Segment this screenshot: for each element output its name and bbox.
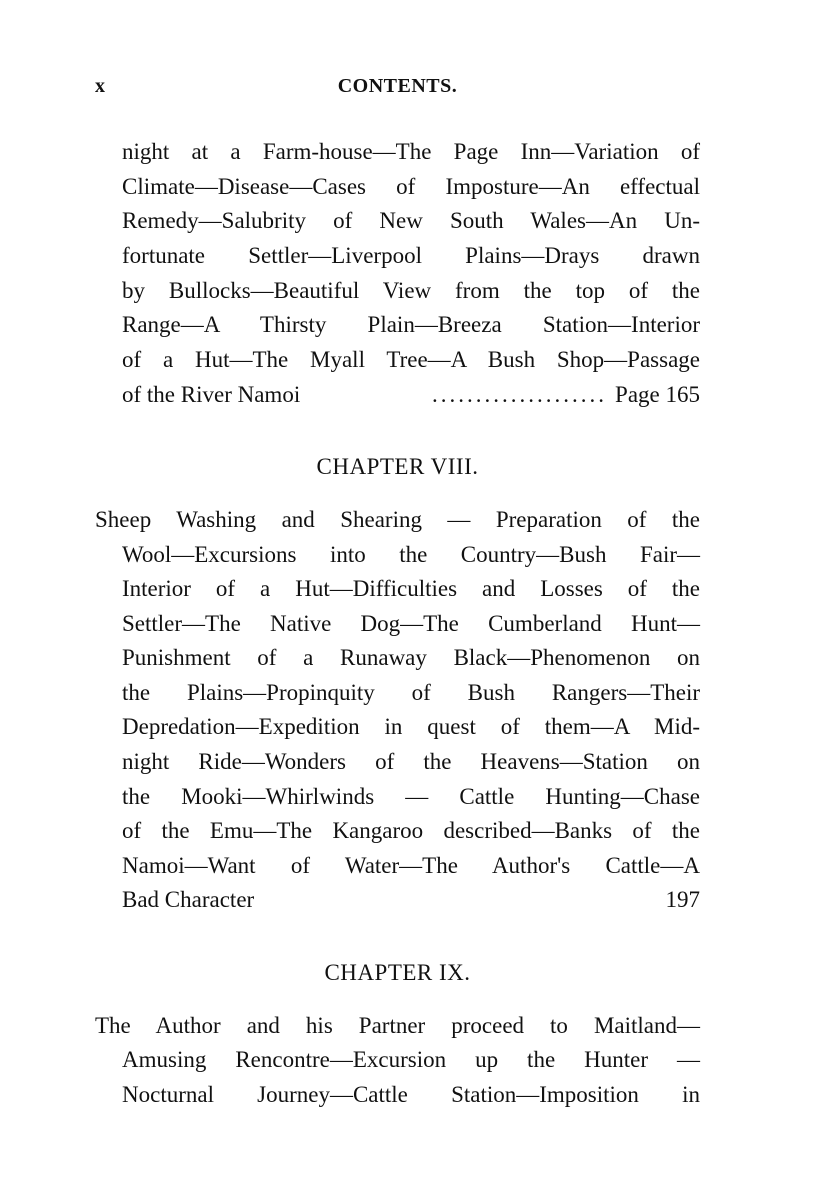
toc-entry-end [122,885,700,915]
chapter-heading: CHAPTER VIII. [316,454,479,479]
toc-line: night at a Farm-house—The Page Inn—Variation of [122,139,700,164]
toc-line: Punishment of a Runaway Black—Phenomenon on [122,645,700,670]
toc-line: Nocturnal Journey—Cattle Station—Imposition in [122,1082,700,1107]
toc-line: of the Emu—The Kangaroo described—Banks of the [122,818,700,843]
toc-line: Climate—Disease—Cases of Imposture—An effectual [122,174,700,199]
toc-line: Remedy—Salubrity of New South Wales—An Un- [122,208,700,233]
toc-line: the Plains—Propinquity of Bush Rangers—Their [122,680,700,705]
toc-line: The Author and his Partner proceed to Maitland— [95,1013,700,1038]
running-head [95,75,700,105]
page-title: CONTENTS. [337,75,458,97]
chapter-heading: CHAPTER IX. [324,960,471,985]
toc-line: of a Hut—The Myall Tree—A Bush Shop—Passage [122,347,700,372]
toc-line: Wool—Excursions into the Country—Bush Fair— [122,542,700,567]
toc-line: fortunate Settler—Liverpool Plains—Drays drawn [122,243,700,268]
toc-entry-end [122,380,700,410]
dot-leader: .................... [432,382,608,407]
toc-line: night Ride—Wonders of the Heavens—Station on [122,749,700,774]
toc-line: Settler—The Native Dog—The Cumberland Hunt— [122,611,700,636]
toc-line: by Bullocks—Beautiful View from the top of the [122,278,700,303]
page-reference: 197 [665,887,700,912]
toc-line: Range—A Thirsty Plain—Breeza Station—Interior [122,312,700,337]
toc-line: Sheep Washing and Shearing — Preparation of the [95,507,700,532]
toc-line: of the River Namoi [122,382,301,407]
page-number: x [95,75,106,97]
toc-line: Bad Character [122,887,255,912]
toc-line: Interior of a Hut—Difficulties and Losses of the [122,576,700,601]
toc-line: the Mooki—Whirlwinds — Cattle Hunting—Chase [122,784,700,809]
toc-line: Amusing Rencontre—Excursion up the Hunter — [122,1047,700,1072]
page-reference: Page 165 [615,382,700,407]
toc-line: Namoi—Want of Water—The Author's Cattle—A [122,853,700,878]
toc-line: Depredation—Expedition in quest of them—A Mid- [122,714,700,739]
